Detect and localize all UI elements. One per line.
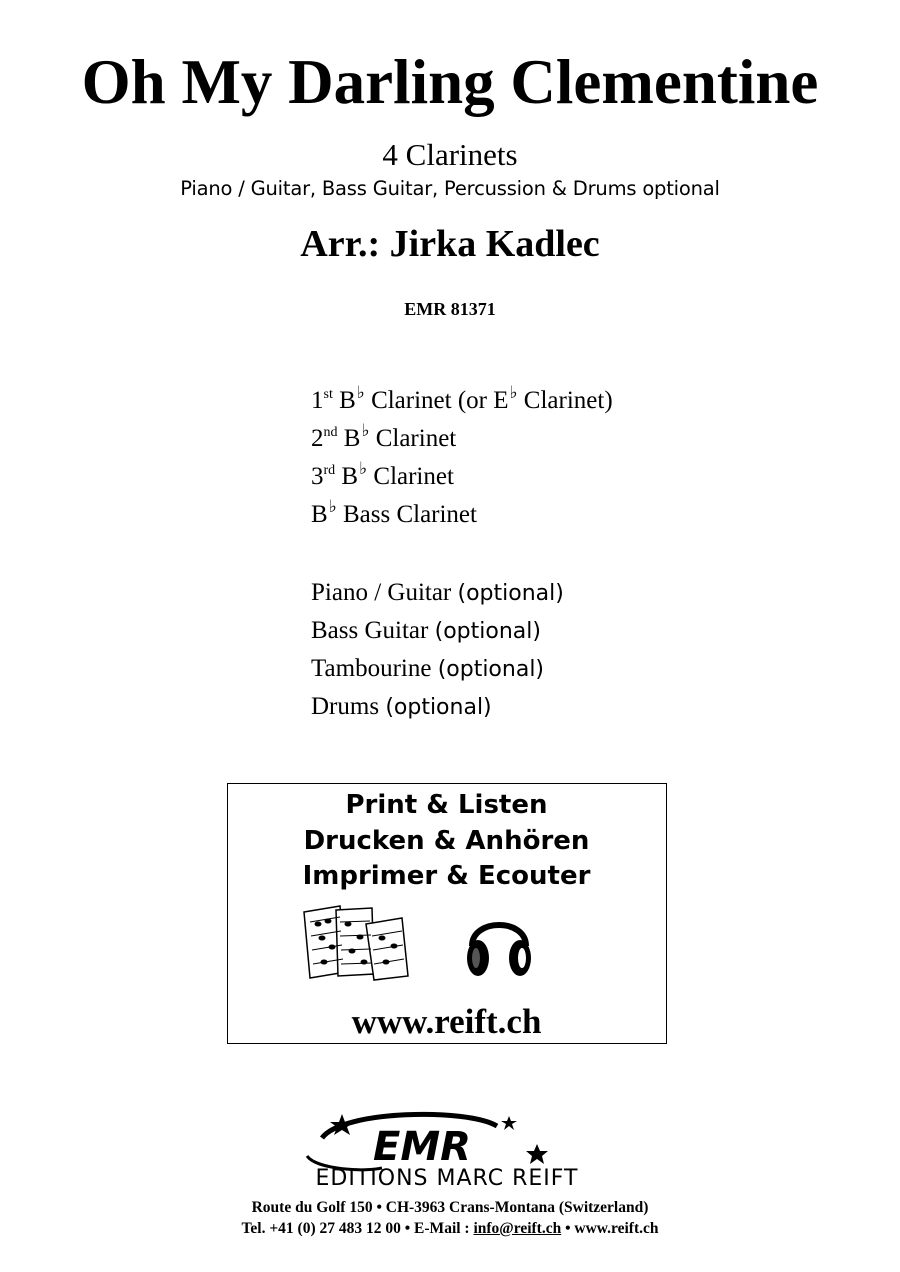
- optional-part-name: Piano / Guitar: [311, 579, 458, 606]
- part-2-number: 2: [311, 425, 324, 452]
- flat-icon: ♭: [359, 459, 368, 479]
- part-3: [311, 459, 454, 496]
- part-3-ordinal: rd: [323, 463, 336, 478]
- promo-url[interactable]: www.reift.ch: [351, 1002, 542, 1041]
- part-2-ordinal: nd: [323, 425, 338, 440]
- contact-phone: Tel. +41 (0) 27 483 12 00 • E-Mail :: [241, 1220, 474, 1237]
- optional-label: (optional): [385, 695, 492, 720]
- print-listen-box: [227, 783, 667, 1044]
- part-4-key: B: [311, 501, 328, 528]
- optional-part: [311, 692, 492, 723]
- part-3-number: 3: [311, 463, 324, 490]
- promo-line-en: Print & Listen: [345, 790, 548, 820]
- part-4-label: Bass Clarinet: [336, 501, 477, 528]
- flat-icon: ♭: [328, 497, 337, 517]
- part-1-ordinal: st: [323, 387, 333, 402]
- part-4: [311, 497, 477, 532]
- contact-website[interactable]: • www.reift.ch: [561, 1220, 659, 1237]
- subtitle: 4 Clarinets: [382, 137, 518, 172]
- logo-text: EMR: [373, 1124, 471, 1170]
- sheet-music-icon: [302, 902, 412, 982]
- part-1: [311, 383, 613, 420]
- arranger: Arr.: Jirka Kadlec: [300, 223, 600, 265]
- part-2: [311, 421, 457, 458]
- optional-label: (optional): [457, 581, 564, 606]
- publisher-name: EDITIONS MARC REIFT: [315, 1166, 579, 1188]
- promo-line-fr: Imprimer & Ecouter: [302, 861, 591, 891]
- page-title: Oh My Darling Clementine: [81, 47, 819, 117]
- optional-part-name: Drums: [311, 693, 386, 720]
- part-1-label: Clarinet (or E: [364, 387, 509, 414]
- instrumentation-line: Piano / Guitar, Bass Guitar, Percussion & Drums optional: [180, 177, 720, 200]
- emr-logo: [247, 1108, 657, 1188]
- optional-part: [311, 578, 564, 609]
- email-link[interactable]: info@reift.ch: [473, 1220, 562, 1237]
- flat-icon: ♭: [509, 383, 518, 403]
- optional-part: [311, 616, 541, 647]
- part-1-number: 1: [311, 387, 324, 414]
- part-2-key: B: [337, 425, 361, 452]
- flat-icon: ♭: [356, 383, 365, 403]
- part-1-key: B: [332, 387, 356, 414]
- part-3-key: B: [335, 463, 359, 490]
- flat-icon: ♭: [361, 421, 370, 441]
- catalog-number: EMR 81371: [404, 299, 496, 319]
- optional-label: (optional): [434, 619, 541, 644]
- part-3-label: Clarinet: [367, 463, 454, 490]
- headphones-icon: [464, 904, 534, 982]
- optional-part-name: Bass Guitar: [311, 617, 435, 644]
- optional-label: (optional): [437, 657, 545, 682]
- promo-line-de: Drucken & Anhören: [303, 826, 590, 856]
- optional-part: [311, 654, 544, 685]
- part-2-label: Clarinet: [369, 425, 457, 452]
- publisher-contact: [0, 1219, 900, 1239]
- publisher-address: Route du Golf 150 • CH-3963 Crans-Montana (Switzerland): [251, 1199, 649, 1216]
- part-1-label-end: Clarinet): [517, 387, 613, 414]
- optional-part-name: Tambourine: [311, 655, 438, 682]
